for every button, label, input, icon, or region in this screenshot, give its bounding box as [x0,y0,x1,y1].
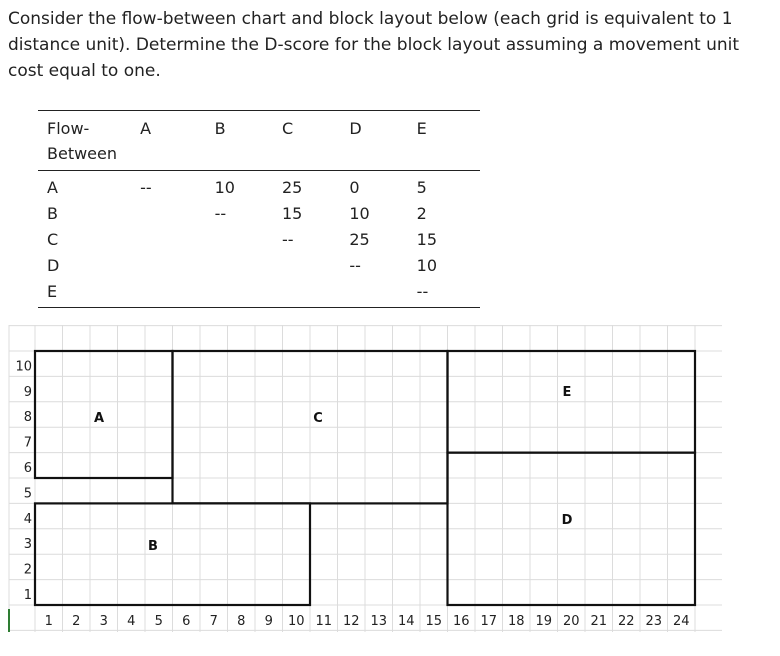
cell: -- [416,282,429,301]
x-axis-label: 13 [370,614,388,629]
y-axis-label: 6 [23,461,32,476]
cell: 0 [349,178,360,197]
cell: 5 [416,178,427,197]
y-axis-label: 9 [23,384,32,400]
department-c-label: C [313,411,323,426]
x-axis-label: 20 [562,614,580,629]
cell: -- [214,204,227,223]
cell: -- [281,230,294,249]
cell: 25 [349,230,370,249]
x-axis-label: 18 [507,614,525,629]
row-label: B [47,204,58,223]
x-axis-label: 8 [237,614,246,629]
x-axis-label: 21 [590,614,608,629]
cell: 2 [416,204,427,223]
y-axis-label: 5 [23,486,32,502]
x-axis-label: 7 [209,614,218,629]
x-axis-label: 10 [287,614,305,629]
header-flow-between: Flow- Between [47,119,118,163]
row-label: C [47,230,59,249]
y-axis-label: 1 [23,588,32,603]
x-axis-label: 3 [99,614,108,629]
row-label: E [47,282,58,301]
cell: 15 [281,204,303,223]
cell: 10 [416,256,438,275]
header-e: E [416,119,427,138]
x-axis-label: 15 [425,614,443,629]
cell: 10 [349,204,370,223]
header-b: B [214,119,226,138]
cell: 10 [214,178,235,197]
department-e-label: E [562,385,572,400]
department-d-label: D [561,513,573,528]
y-axis-label: 8 [23,410,32,426]
row-label: A [47,178,58,197]
header-c: C [281,119,294,138]
x-axis-label: 16 [452,614,470,629]
cell: -- [140,178,152,197]
x-axis-label: 12 [342,614,360,629]
y-axis-label: 3 [23,537,32,553]
x-axis-label: 23 [645,614,663,629]
header-d: D [349,119,362,138]
cell: -- [349,256,361,275]
x-axis-label: 17 [480,614,498,629]
y-axis-label: 7 [23,435,32,451]
x-axis-label: 14 [397,614,415,629]
y-axis-label: 4 [23,511,32,527]
cell: 15 [416,230,438,249]
y-axis-label: 10 [15,359,32,375]
y-axis-label: 2 [23,562,32,578]
department-b-label: B [148,539,158,554]
x-axis-label: 2 [72,614,81,629]
header-a: A [140,119,152,138]
question-text: Consider the flow-between chart and block layout below (each grid is equivalent to 1 distance unit). Determine the D-score for the block layout assuming a movement unit cost equal to one. [8,9,740,81]
x-axis-label: 22 [617,614,635,629]
row-label: D [47,256,60,275]
x-axis-label: 6 [182,614,191,629]
x-axis-label: 11 [315,614,333,629]
department-a-label: A [93,411,105,426]
x-axis-label: 24 [672,614,690,629]
x-axis-label: 4 [127,614,136,629]
x-axis-label: 19 [535,614,553,629]
x-axis-label: 9 [264,614,273,629]
cell: 25 [281,178,303,197]
x-axis-label: 5 [154,614,163,629]
x-axis-label: 1 [44,614,53,629]
